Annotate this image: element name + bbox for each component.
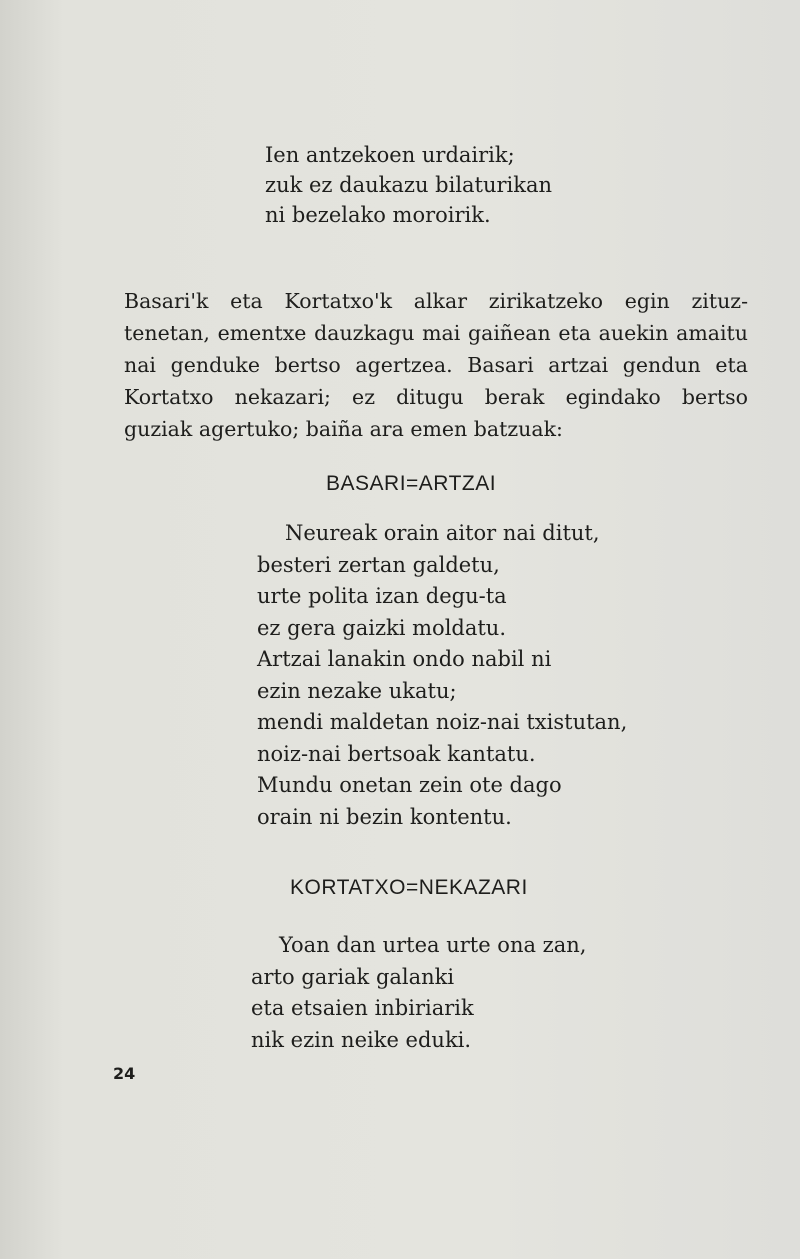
- paragraph-line: nai genduke bertso agertzea. Basari artzai gendun eta: [124, 353, 748, 377]
- verse-line: Ien antzekoen urdairik;: [265, 143, 515, 167]
- section-heading-kortatxo: KORTATXO=NEKAZARI: [290, 876, 528, 899]
- section-heading-basari: BASARI=ARTZAI: [326, 472, 497, 495]
- verse-line: Yoan dan urtea urte ona zan,: [279, 933, 587, 957]
- verse-line: Mundu onetan zein ote dago: [257, 773, 562, 797]
- verse-line: Artzai lanakin ondo nabil ni: [257, 647, 552, 671]
- verse-line: mendi maldetan noiz-nai txistutan,: [257, 710, 628, 734]
- paragraph-line: Kortatxo nekazari; ez ditugu berak egindako bertso: [124, 385, 748, 409]
- verse-line: urte polita izan degu-ta: [257, 584, 507, 608]
- verse-line: besteri zertan galdetu,: [257, 552, 500, 577]
- verse-line: nik ezin neike eduki.: [251, 1027, 472, 1052]
- verse-line: ez gera gaizki moldatu.: [257, 615, 507, 640]
- verse-line: zuk ez daukazu bilaturikan: [265, 173, 553, 197]
- verse-line: Neureak orain aitor nai ditut,: [285, 521, 600, 545]
- paragraph-line: tenetan, ementxe dauzkagu mai gaiñean eta auekin amaitu: [124, 321, 748, 345]
- top-stanza: [265, 140, 552, 230]
- verse-line: noiz-nai bertsoak kantatu.: [257, 741, 536, 766]
- poem-kortatxo: [251, 930, 586, 1056]
- verse-line: ni bezelako moroirik.: [265, 203, 491, 227]
- verse-line: orain ni bezin kontentu.: [257, 804, 512, 829]
- verse-line: arto gariak galanki: [251, 964, 455, 989]
- paragraph-line: guziak agertuko; baiña ara emen batzuak:: [124, 417, 563, 441]
- verse-line: eta etsaien inbiriarik: [251, 996, 474, 1020]
- intro-paragraph: [124, 285, 748, 445]
- page-number: 24: [113, 1064, 136, 1083]
- verse-line: ezin nezake ukatu;: [257, 678, 457, 703]
- paragraph-line: Basari'k eta Kortatxo'k alkar zirikatzeko egin zituz-: [124, 289, 748, 313]
- poem-basari: [257, 518, 627, 833]
